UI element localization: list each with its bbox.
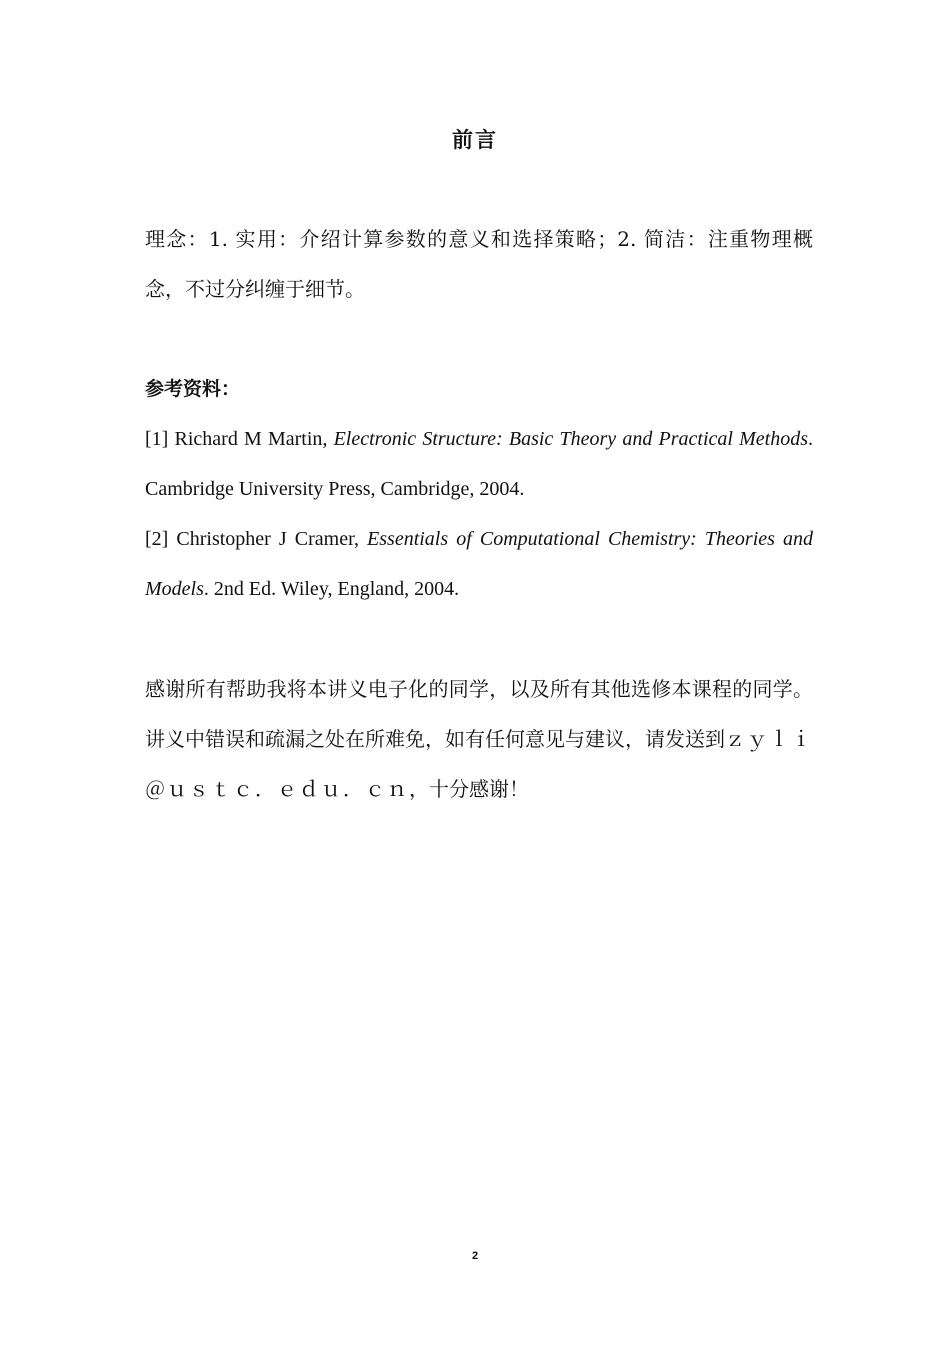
- philosophy-section: [145, 214, 813, 314]
- references-heading: 参考资料：: [145, 378, 241, 400]
- page-number: 2: [471, 1250, 479, 1262]
- reference-author: [1] Richard M Martin,: [145, 428, 334, 450]
- acknowledgment-section: [145, 664, 813, 814]
- reference-author: [2] Christopher J Cramer,: [145, 528, 368, 550]
- philosophy-paragraph: 理念：1. 实用：介绍计算参数的意义和选择策略；2. 简洁：注重物理概念，不过分纠缠于细节。: [145, 227, 813, 301]
- acknowledgment-text: 感谢所有帮助我将本讲义电子化的同学，以及所有其他选修本课程的同学。讲义中错误和疏漏之处在所难免，如有任何意见与建议，请发送到: [145, 677, 813, 751]
- acknowledgment-paragraph: [145, 664, 813, 814]
- references-section: [145, 364, 813, 614]
- acknowledgment-closing: ，十分感谢！: [409, 777, 529, 801]
- reference-item: [145, 514, 813, 614]
- reference-publisher: . 2nd Ed. Wiley, England, 2004.: [203, 578, 460, 600]
- reference-item: [145, 414, 813, 514]
- page-title: 前言: [452, 128, 498, 152]
- reference-title: Electronic Structure: Basic Theory and Practical Methods: [333, 428, 808, 450]
- reference-publisher: . Cambridge University Press, Cambridge, 2004.: [145, 428, 813, 500]
- email-address: ｚｙｌｉ＠ｕｓｔｃ．ｅｄｕ．ｃｎ: [145, 727, 813, 801]
- reference-title: Essentials of Computational Chemistry: Theories and Models: [145, 528, 813, 600]
